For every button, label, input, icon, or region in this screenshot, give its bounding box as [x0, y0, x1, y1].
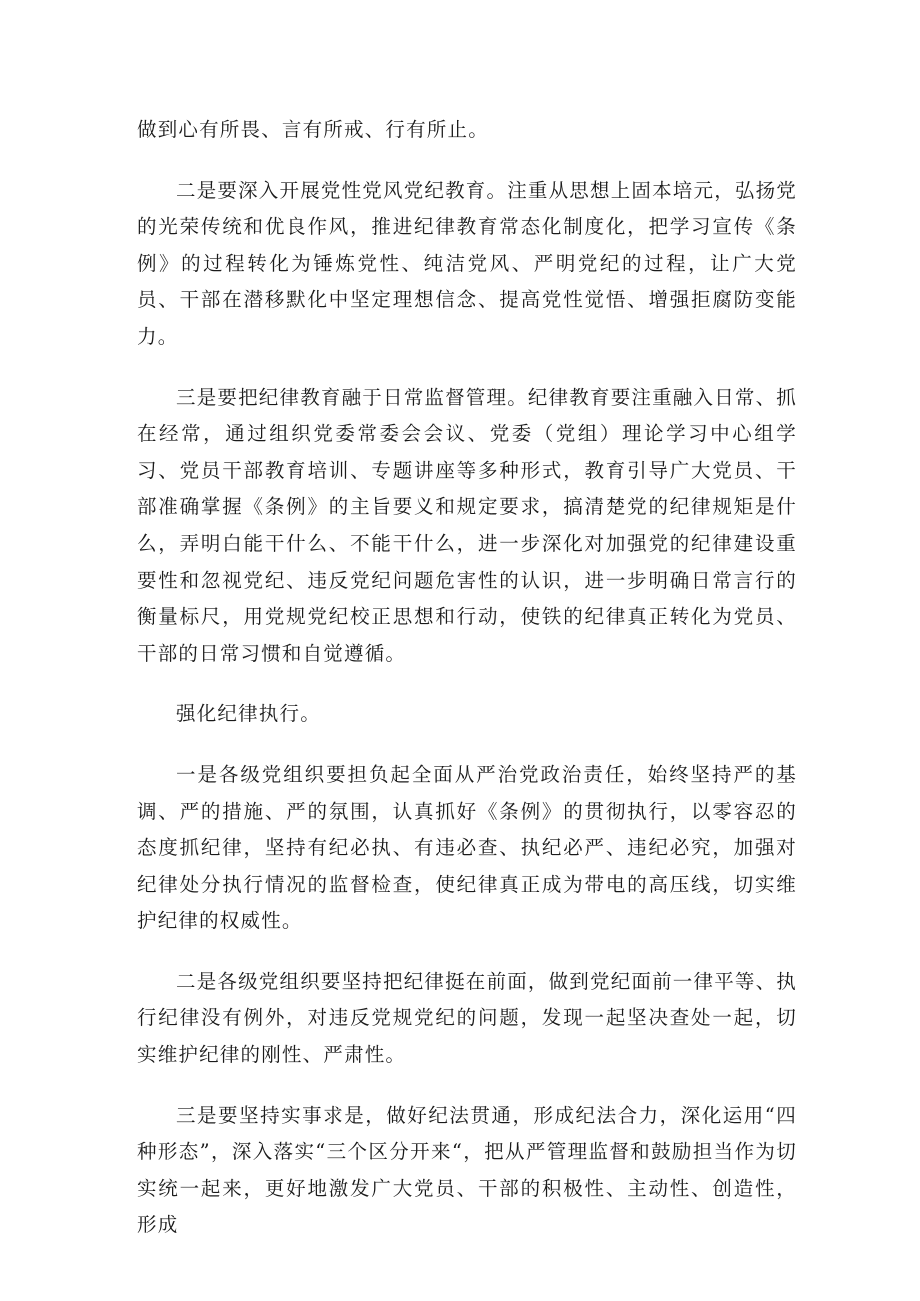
- section-heading: 强化纪律执行。: [176, 702, 321, 726]
- document-body: [137, 112, 797, 1244]
- paragraph-2: 二是要深入开展党性党风党纪教育。注重从思想上固本培元，弘扬党的光荣传统和优良作风，推进纪律教育常态化制度化，把学习宣传《条例》的过程转化为锤炼党性、纯洁党风、严明党纪的过程，让广大党员、干部在潜移默化中坚定理想信念、提高党性觉悟、增强拒腐防变能力。: [137, 178, 798, 348]
- paragraph-5: 二是各级党组织要坚持把纪律挺在前面，做到党纪面前一律平等、执行纪律没有例外，对违反党规党纪的问题，发现一起坚决查处一起，切实维护纪律的刚性、严肃性。: [137, 969, 798, 1067]
- paragraph-6: 三是要坚持实事求是，做好纪法贯通，形成纪法合力，深化运用“四种形态”，深入落实“三个区分开来“，把从严管理监督和鼓励担当作为切实统一起来，更好地激发广大党员、干部的积极性、主动性、创造性，形成: [137, 1103, 797, 1237]
- paragraph-1: 做到心有所畏、言有所戒、行有所止。: [137, 118, 489, 141]
- paragraph-3: 三是要把纪律教育融于日常监督管理。纪律教育要注重融入日常、抓在经常，通过组织党委常委会会议、党委（党组）理论学习中心组学习、党员干部教育培训、专题讲座等多种形式，教育引导广大党员、干部准确掌握《条例》的主旨要义和规定要求，搞清楚党的纪律规矩是什么，弄明白能干什么、不能干什么，进一步深化对加强党的纪律建设重要性和忽视党纪、违反党纪问题危害性的认识，进一步明确日常言行的衡量标尺，用党规党纪校正思想和行动，使铁的纪律真正转化为党员、干部的日常习惯和自觉遵循。: [137, 385, 798, 665]
- paragraph-4: 一是各级党组织要担负起全面从严治党政治责任，始终坚持严的基调、严的措施、严的氛围，认真抓好《条例》的贯彻执行，以零容忍的态度抓纪律，坚持有纪必执、有违必查、执纪必严、违纪必究，加强对纪律处分执行情况的监督检查，使纪律真正成为带电的高压线，切实维护纪律的权威性。: [137, 762, 797, 933]
